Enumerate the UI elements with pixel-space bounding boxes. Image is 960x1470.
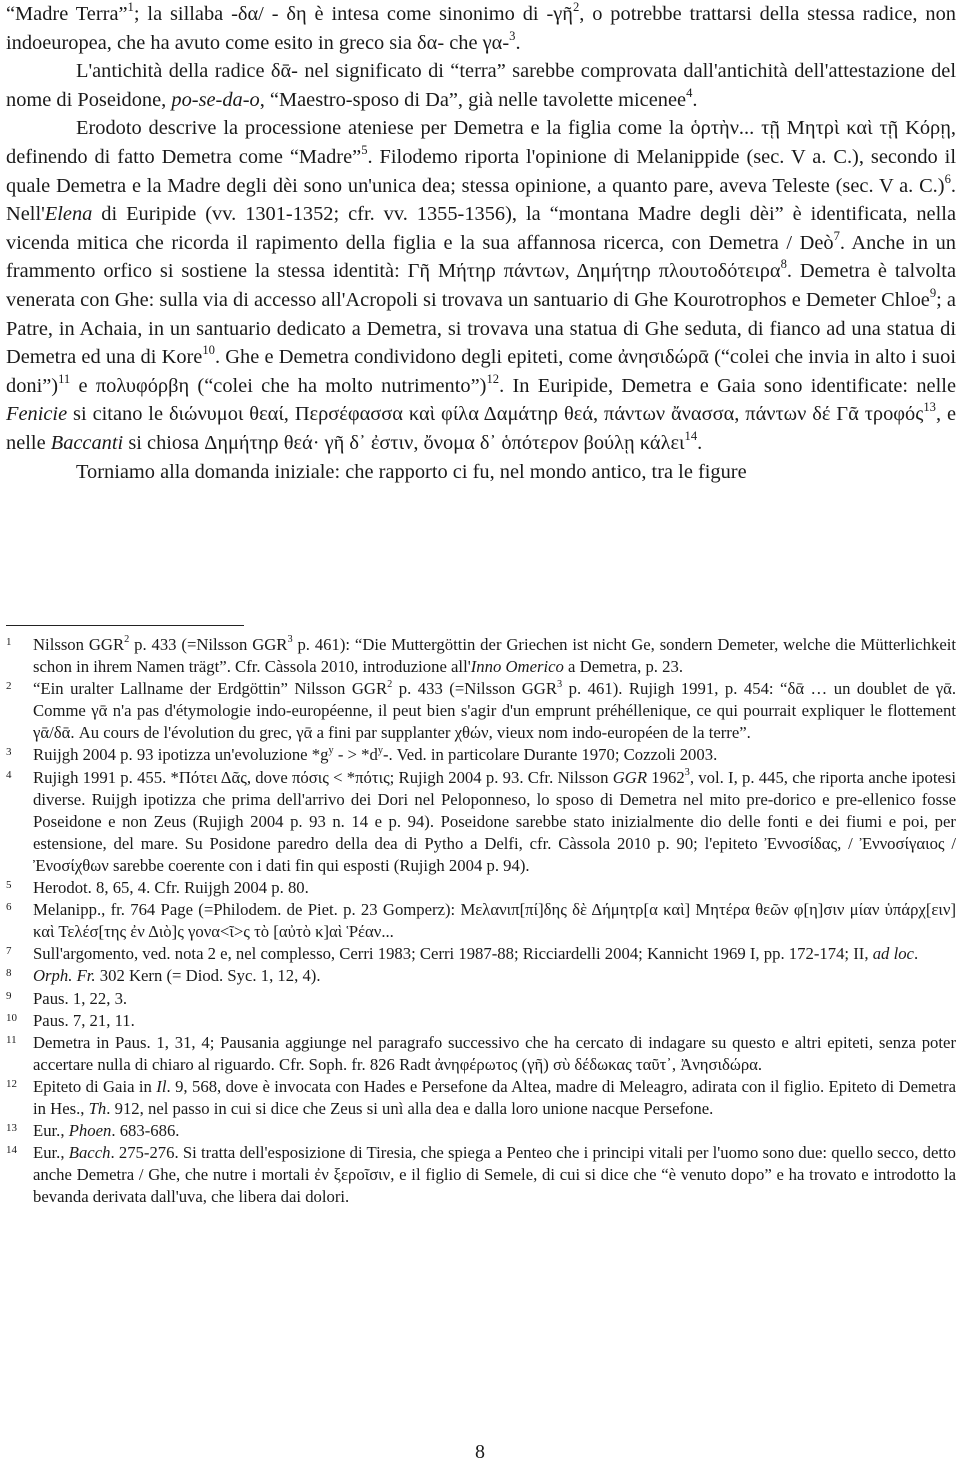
footnote-number: 7	[6, 945, 12, 958]
footnote-2	[6, 678, 956, 744]
text-run: , e nelle	[6, 403, 957, 454]
footnote-text: Eur.,	[33, 1121, 69, 1141]
footnote-text: 302 Kern (= Diod. Syc. 1, 12, 4).	[95, 966, 321, 986]
text-run: e πολυφόρβη (“colei che ha molto nutrimento”)	[70, 374, 487, 397]
footnote-text: . 912, nel passo in cui si dice che Zeus si unì alla dea e dalla loro unione nacque Persefone.	[106, 1098, 714, 1118]
footnote-number: 3	[6, 746, 12, 759]
footnote-superscript: 2	[124, 634, 130, 646]
footnote-ref-7[interactable]: 7	[833, 228, 840, 243]
text-run: si citano le διώνυμοι θεαί, Περσέφασσα καὶ φίλα Δαμάτηρ θεά, πάντων ἄνασσα, πάντων δέ Γᾶ τροφός	[67, 403, 924, 426]
footnote-superscript: y	[377, 744, 383, 756]
footnote-number: 14	[6, 1144, 17, 1157]
footnote-italic: Inno Omerico	[470, 657, 564, 677]
footnote-8	[6, 965, 956, 987]
footnote-superscript: 3	[684, 766, 690, 778]
footnote-text: Demetra in Paus. 1, 31, 4; Pausania aggiunge nel paragrafo successivo che ha cercato di indagare su questo e altri epiteti, senza poter accertare nulla di chiaro al riguardo. Cfr. Soph. fr. 826 Radt ἀνηφέρωτος (γῆ) σὺ δέδωκας ταῦτ᾽, Ἀνησιδώρα.	[33, 1032, 956, 1074]
footnote-10	[6, 1010, 956, 1032]
footnote-text: Rujigh 1991 p. 455. *Πότει Δᾶς, dove πόσις < *πότις; Rujigh 2004 p. 93. Cfr. Nilsson	[33, 767, 613, 787]
footnote-text: p. 461): “Die Muttergöttin der Griechen ist nicht Ge, sondern Demeter, welche die Mütterlichkeit schon in ihrem Namen trägt”. Cfr. Càssola 2010, introduzione all'	[33, 635, 956, 677]
text-run: .	[697, 431, 703, 454]
paragraph-4: Torniamo alla domanda iniziale: che rapporto ci fu, nel mondo antico, tra le figure	[76, 460, 747, 483]
text-run: . In Euripide, Demetra e Gaia sono identificate: nelle	[499, 374, 956, 397]
text-run: . Demetra è talvolta venerata con Ghe: sulla via di accesso all'Acropoli si trovava un santuario di Ghe Kourotrophos e Demeter Chloe	[6, 260, 956, 311]
footnote-ref-1[interactable]: 1	[127, 0, 134, 14]
footnotes	[6, 634, 956, 1208]
footnote-ref-3[interactable]: 3	[509, 28, 516, 43]
footnote-ref-9[interactable]: 9	[929, 285, 937, 300]
paragraph-2	[6, 57, 956, 114]
footnote-italic: Th	[88, 1098, 107, 1118]
footnote-superscript: 2	[387, 678, 393, 690]
footnote-text: , p. 23.	[637, 657, 683, 677]
footnote-number: 5	[6, 879, 12, 892]
footnote-text: Herodot. 8, 65, 4. Cfr. Ruijgh 2004 p. 80.	[33, 878, 309, 898]
text-run: ; a Patre, in Achaia, in un santuario dedicato a Demetra, si trovava una statua di Ghe seduta, di fianco ad una statua di Demetra ed una di Kore	[6, 288, 956, 369]
footnote-text: 1962	[647, 767, 685, 787]
footnote-italic: ad loc	[872, 944, 914, 964]
footnote-11	[6, 1032, 956, 1076]
footnote-number: 11	[6, 1033, 17, 1046]
footnote-ref-2[interactable]: 2	[572, 0, 580, 14]
text-run: ; la sillaba -δα/ - δη è intesa come sinonimo di -γῆ	[133, 3, 573, 25]
footnote-number: 6	[6, 901, 12, 914]
page-number: 8	[475, 1441, 485, 1463]
footnote-text: , vol. I, p. 445, che riporta anche ipotesi diverse. Ruijgh ipotizza che prima dell'arrivo dei Dori nel Peloponneso, lo sposo di Demetra nel mito pre-dorico e pre-ellenico fosse Poseidone e non Zeus (Rujigh 2004 p. 93 n. 14 e p. 94). Poseidone sarebbe stato inizialmente dio delle fonti e dei fiumi e poi, per estensione, del mare. Su Posidone paredro della dea di Pytho a Delfi, cfr. Càssola 2010 p. 90; l'epiteto Ἐννοσίδας, / Ἐννοσίγαιος / Ἐνοσίχθων sarebbe coerente con i dati fin qui esposti (Rujigh 2004 p. 94).	[33, 767, 956, 875]
footnote-ref-14[interactable]: 14	[684, 428, 698, 443]
footnote-italic: Orph. Fr.	[33, 966, 96, 986]
footnote-text: Paus. 7, 21, 11.	[33, 1010, 135, 1030]
footnote-text: - > *d	[333, 745, 378, 765]
footnote-12	[6, 1076, 956, 1120]
text-run: , “Maestro-sposo di Da”, già nelle tavolette micenee	[259, 88, 687, 111]
footnote-superscript: 3	[556, 678, 563, 690]
footnote-ref-11[interactable]: 11	[58, 371, 71, 386]
footnote-text: Paus. 1, 22, 3.	[33, 988, 128, 1008]
footnote-4	[6, 767, 956, 877]
paragraph-1	[6, 0, 956, 57]
footnote-9	[6, 988, 956, 1010]
footnote-ref-4[interactable]: 4	[686, 85, 693, 100]
text-run: Erodoto descrive la processione ateniese per Demetra e la figlia come la ὁρτὴν... τῇ Μητρὶ καὶ τῇ Κόρῃ, definendo di fatto Demetra come “Madre”	[6, 117, 956, 168]
footnote-text: Epiteto di Gaia in	[33, 1076, 157, 1096]
footnote-13	[6, 1120, 956, 1142]
text-run: . Filodemo riporta l'opinione di Melanippide (sec. V a. C.), secondo il quale Demetra e la Madre degli dèi sono un'unica dea; stessa opinione, a quanto pare, aveva Teleste (sec. V a. C.)	[6, 145, 956, 197]
footnote-superscript: y	[328, 744, 334, 756]
footnote-superscript: 3	[287, 634, 293, 646]
footnote-14	[6, 1142, 956, 1208]
footnote-ref-12[interactable]: 12	[486, 371, 500, 386]
italic-title: Elena	[44, 203, 93, 226]
footnote-text: p. 433 (=Nilsson GGR	[392, 679, 557, 699]
footnote-7	[6, 943, 956, 965]
text-run: . Nell'	[6, 174, 956, 226]
footnote-1	[6, 634, 956, 678]
footnote-text: . 9, 568, dove è invocata con Hades e Persefone da Altea, madre di Meleagro, adirata con il figlio. Epiteto di Demetra in Hes.,	[33, 1076, 956, 1118]
footnote-italic: GGR	[612, 767, 648, 787]
footnote-text: Nilsson GGR	[33, 635, 125, 654]
text-run: di Euripide (vv. 1301-1352; cfr. vv. 1355-1356), la “montana Madre degli dèi” è identificata, nella vicenda mitica che ricorda il rapimento della figlia e la sua affannosa ricerca, con Demetra / Deò	[6, 203, 956, 254]
footnote-text: . 683-686.	[111, 1121, 180, 1141]
footnote-text: Demetra	[579, 657, 638, 677]
paragraph-3	[6, 114, 956, 457]
footnote-3	[6, 744, 956, 766]
footnote-ref-6[interactable]: 6	[944, 171, 951, 186]
footnote-text: Eur.,	[33, 1143, 69, 1163]
italic-title: Baccanti	[50, 431, 124, 454]
footnote-number: 13	[6, 1122, 17, 1135]
footnote-ref-13[interactable]: 13	[923, 400, 936, 415]
italic-title: Fenicie	[6, 403, 68, 426]
text-run: . Anche in un frammento orfico si sostiene la stessa identità: Γῆ Μήτηρ πάντων, Δημήτηρ πλουτοδότειρα	[6, 231, 956, 283]
footnote-number: 10	[6, 1011, 17, 1024]
text-run: L'antichità della radice δᾱ- nel significato di “terra” sarebbe comprovata dall'antichità dell'attestazione del nome di Poseidone,	[6, 60, 956, 111]
footnote-text: .	[913, 944, 919, 964]
footnote-text: Ruijgh 2004 p. 93 ipotizza un'evoluzione *g	[33, 745, 329, 765]
footnote-italic: Il	[156, 1076, 167, 1096]
text-run: . Ghe e Demetra condividono degli epiteti, come ἀνησιδώρᾱ (“colei che invia in alto i suoi doni”)	[6, 346, 956, 397]
footnote-number: 4	[6, 768, 12, 781]
footnote-italic: Bacch	[68, 1143, 111, 1163]
text-run: si chiosa Δημήτηρ θεά· γῆ δ᾽ ἐστιν, ὄνομα δ᾽ ὁπότερον βούλῃ κάλει	[123, 431, 685, 454]
footnote-number: 1	[6, 636, 12, 648]
footnote-number: 2	[6, 680, 12, 693]
footnote-text: “Ein uralter Lallname der Erdgöttin” Nilsson GGR	[33, 679, 388, 699]
footnote-ref-10[interactable]: 10	[202, 343, 215, 358]
footnote-text: p. 433 (=Nilsson GGR	[129, 635, 288, 654]
footnote-number: 12	[6, 1077, 17, 1090]
footnote-number: 9	[6, 989, 12, 1002]
footnote-italic: Phoen	[68, 1121, 112, 1141]
footnote-text: a	[563, 657, 580, 677]
footnote-separator	[6, 625, 244, 626]
footnote-text: -. Ved. in particolare Durante 1970; Cozzoli 2003.	[382, 745, 718, 765]
footnote-text: Sull'argomento, ved. nota 2 e, nel complesso, Cerri 1983; Cerri 1987-88; Ricciardelli 2004; Kannicht 1969 I, pp. 172-174; II,	[33, 944, 873, 964]
footnote-text: Melanipp., fr. 764 Page (=Philodem. de Piet. p. 23 Gomperz): Μελανιπ[πί]δης δὲ Δήμητρ[α καὶ] Μητέρα θεῶν φ[η]σιν μίαν ὑπάρχ[ειν] καὶ Τελέσ[της ἐν Διὸ]ς γονα<ῖ>ς τὸ [αὐτὸ κ]αὶ Ῥέαν...	[33, 900, 956, 942]
text-run: “Madre Terra”	[6, 3, 128, 25]
footnote-text: p. 461). Rujigh 1991, p. 454: “δᾱ … un doublet de γᾱ. Comme γᾱ n'a pas d'étymologie indo-européenne, il peut bien s'agir d'un emprunt préhéllenique, ce qui pourrait expliquer le flottement γᾱ/δᾱ. Au cours de l'évolution du grec, γᾱ a fini par supplanter χθών, vieux nom indo-européen de la terre”.	[33, 679, 957, 743]
text-run: .	[692, 88, 698, 111]
footnote-ref-8[interactable]: 8	[780, 257, 787, 272]
text-run: , o potrebbe trattarsi della stessa radice, non indoeuropea, che ha avuto come esito in greco sia δα- che γα-	[6, 3, 956, 54]
footnote-ref-5[interactable]: 5	[361, 142, 368, 157]
footnote-number: 8	[6, 967, 12, 980]
italic-term: po-se-da-o	[171, 88, 260, 111]
footnote-6	[6, 899, 956, 943]
footnote-text: . 275-276. Si tratta dell'esposizione di Tiresia, che spiega a Penteo che i principi vitali per l'uomo sono due: quello secco, detto anche Demetra / Ghe, che nutre i mortali ἐν ξεροῖσιν, e il figlio di Semele, di cui si dice che “è venuto dopo” e ha trovato e introdotto la bevanda derivata dall'uva, che libera dai dolori.	[33, 1143, 956, 1207]
footnote-5	[6, 877, 956, 899]
main-text	[6, 0, 956, 486]
text-run: .	[515, 31, 521, 54]
